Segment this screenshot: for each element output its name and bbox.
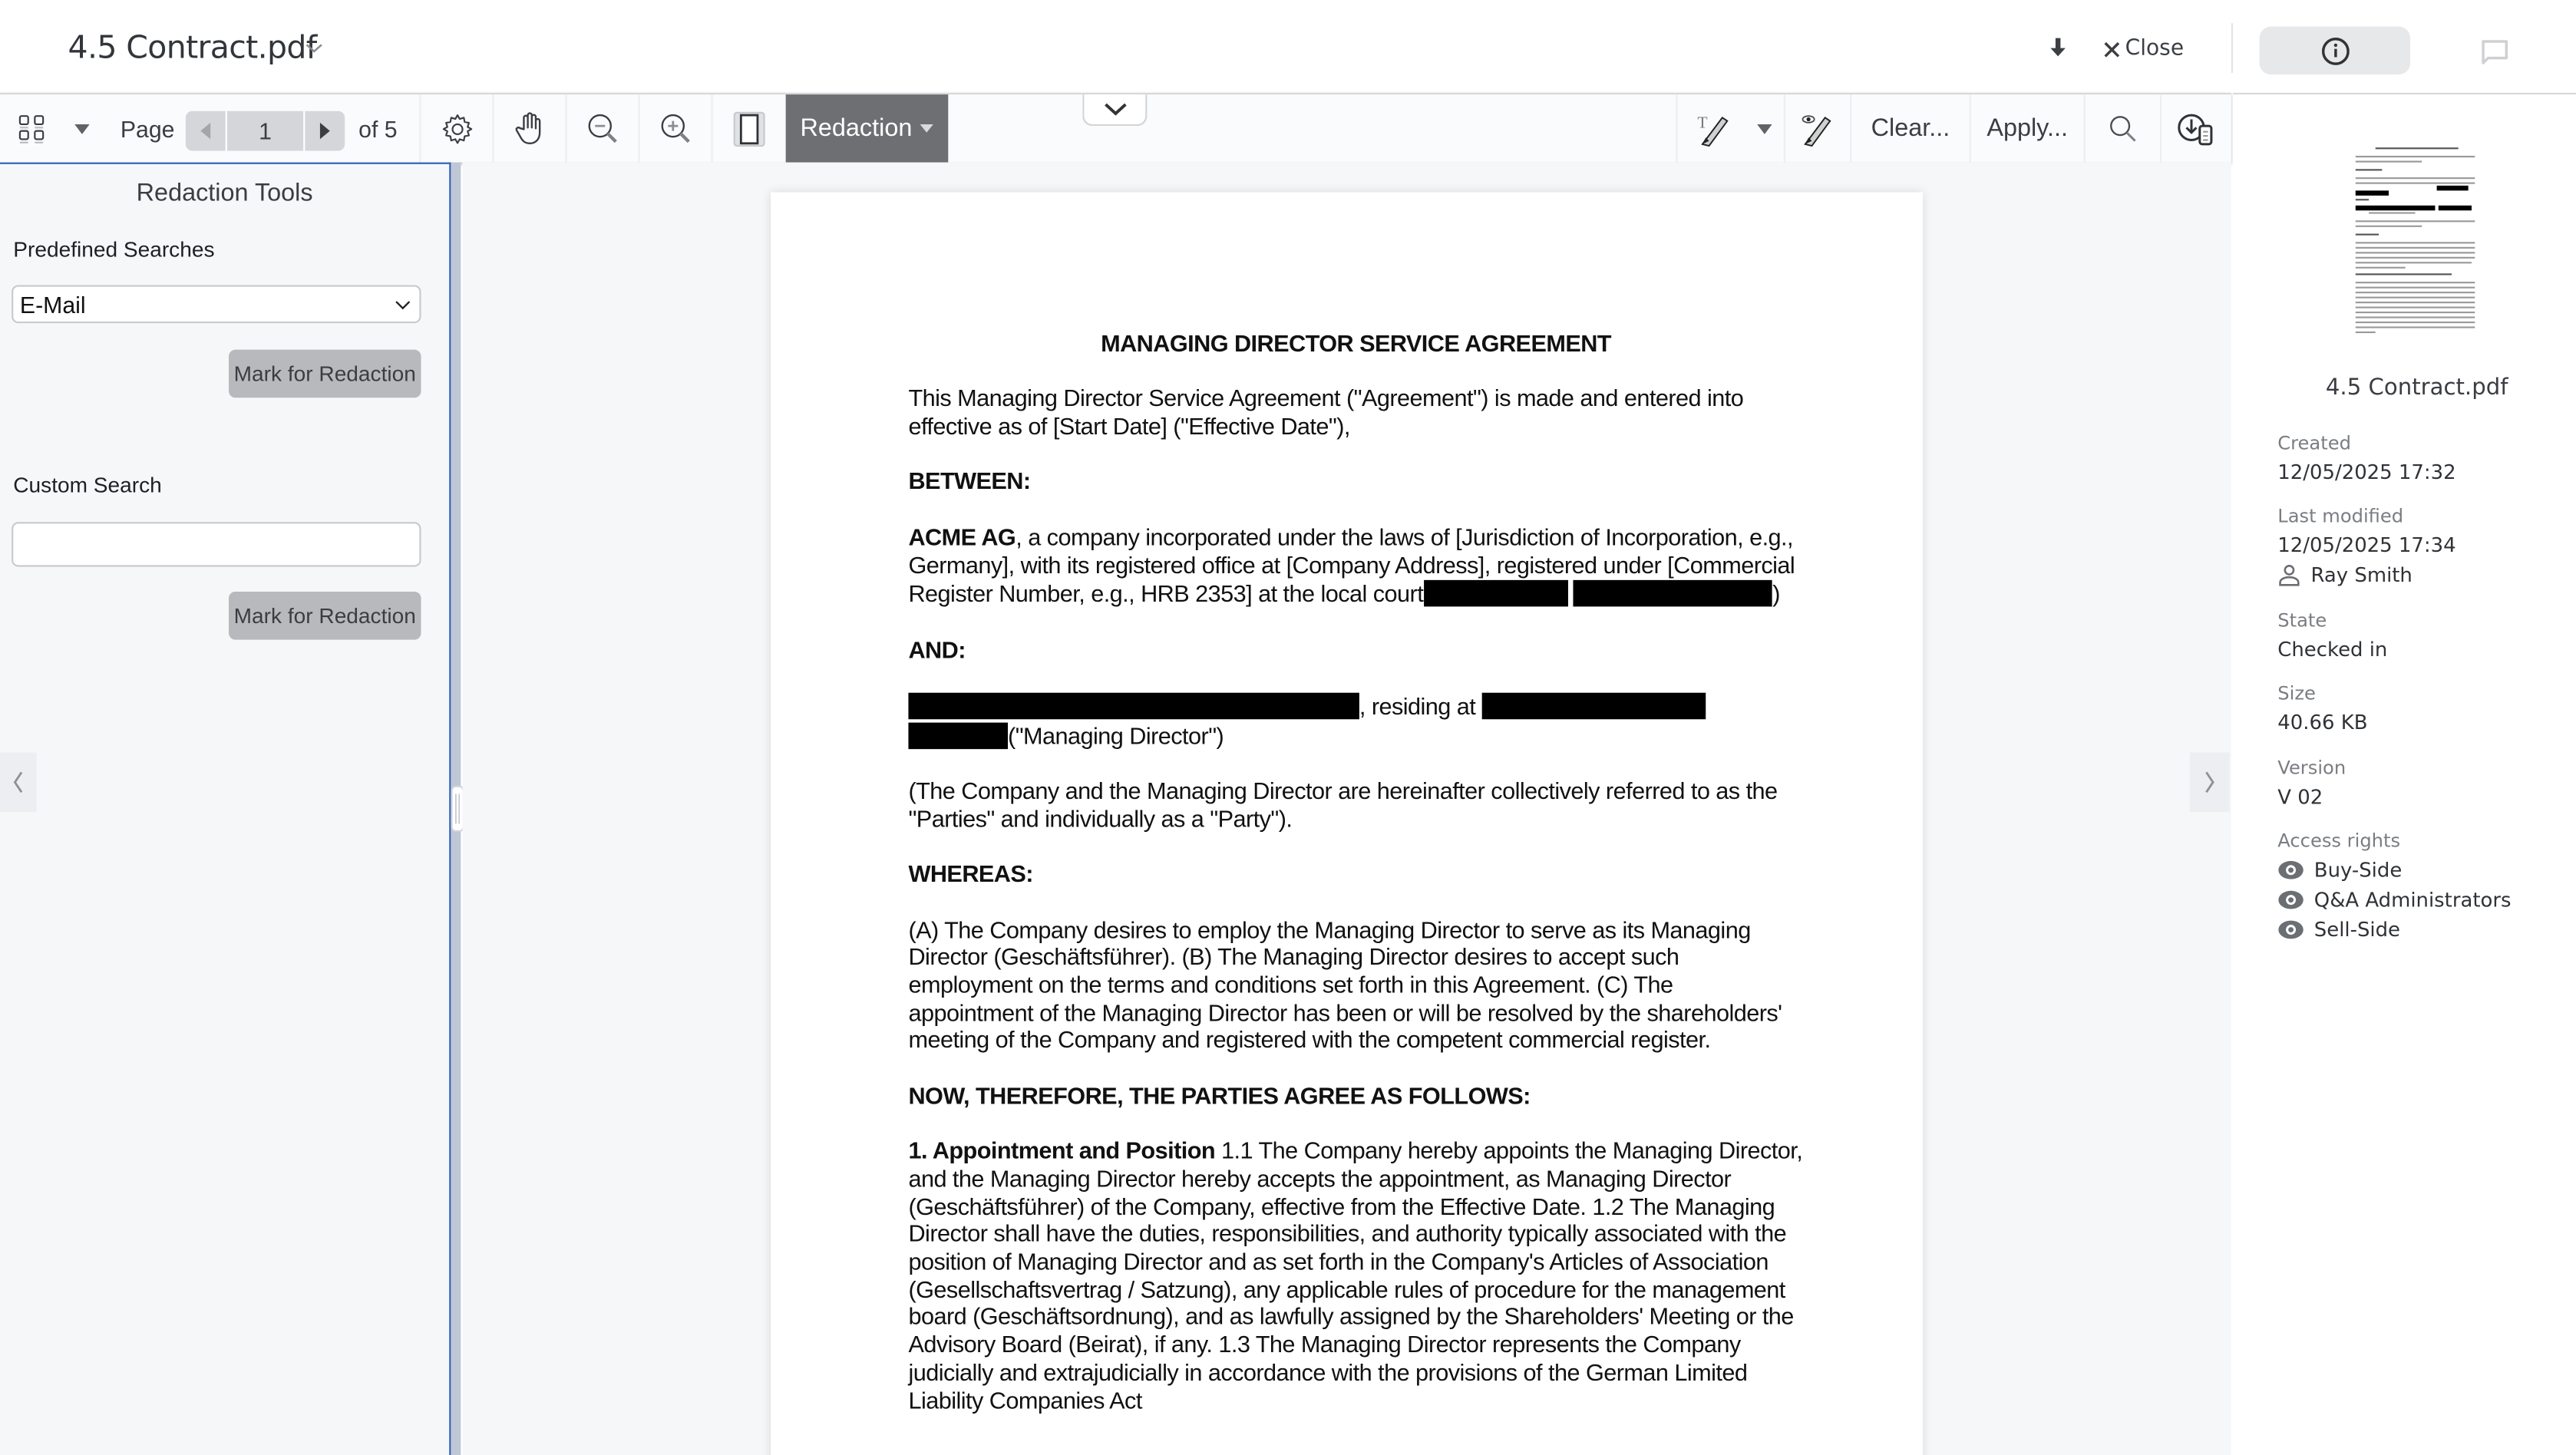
download-device-icon <box>2177 111 2217 147</box>
page-total: of 5 <box>358 115 398 142</box>
search-icon <box>2108 114 2138 144</box>
gear-icon <box>440 112 473 145</box>
mode-label: Redaction <box>800 114 913 143</box>
text-redaction-dropdown[interactable] <box>1747 94 1780 163</box>
details-file-name: 4.5 Contract.pdf <box>2325 374 2508 401</box>
redaction-box[interactable] <box>908 722 1008 749</box>
panel-title: Redaction Tools <box>136 179 313 207</box>
version-value: V 02 <box>2277 785 2323 809</box>
parties-definition: (The Company and the Managing Director are hereinafter collectively referred to as the "Parties" and individually as a "Party"). <box>908 779 1778 833</box>
eye-icon <box>2277 860 2304 880</box>
info-icon <box>2320 35 2350 65</box>
info-tab-button[interactable] <box>2260 27 2411 75</box>
thumbnails-dropdown[interactable] <box>66 94 96 163</box>
redaction-box[interactable] <box>1574 580 1772 607</box>
grip-icon <box>453 787 463 830</box>
area-redaction-tool[interactable] <box>1785 94 1848 163</box>
and-heading: AND: <box>908 637 966 665</box>
redaction-box[interactable] <box>908 693 1359 720</box>
chevron-down-icon <box>1103 103 1126 116</box>
created-value: 12/05/2025 17:32 <box>2277 460 2456 484</box>
single-page-icon <box>732 111 765 147</box>
custom-search-input[interactable] <box>12 522 421 566</box>
download-icon <box>2049 37 2067 58</box>
toolbar-divider <box>1676 94 1677 163</box>
close-button[interactable] <box>2104 37 2185 61</box>
party2-paragraph: , residing at ("Managing Director") <box>908 693 1803 751</box>
settings-button[interactable] <box>421 94 493 163</box>
text-redact-icon <box>1696 111 1732 147</box>
download-options-button[interactable] <box>2162 94 2231 163</box>
document-title[interactable]: 4.5 Contract.pdf <box>68 29 317 67</box>
header-divider <box>2231 23 2233 73</box>
caret-down-icon <box>920 124 933 133</box>
predefined-search-select[interactable] <box>12 285 421 323</box>
section1-title: 1. Appointment and Position <box>908 1139 1216 1166</box>
hand-icon <box>513 111 546 146</box>
title-chevron-down-icon[interactable] <box>305 37 323 60</box>
mode-redaction-dropdown[interactable] <box>786 94 949 163</box>
zoom-in-icon <box>659 112 692 145</box>
area-redact-icon <box>1798 111 1835 147</box>
version-label: Version <box>2277 757 2346 780</box>
eye-icon <box>2277 920 2304 940</box>
party1-paragraph: ACME AG, a company incorporated under the laws of [Jurisdiction of Incorporation, e.g., Germany], with its registered office at [Company Address], registered under [Commercial Register Number, e.g., HRB 2353] at the local court ) <box>908 525 1795 609</box>
document-heading: MANAGING DIRECTOR SERVICE AGREEMENT <box>1101 331 1611 358</box>
next-document-button[interactable] <box>2190 752 2230 812</box>
modified-by-name: Ray Smith <box>2310 563 2413 587</box>
whereas-heading: WHEREAS: <box>908 862 1033 889</box>
state-label: State <box>2277 609 2327 632</box>
next-page-button[interactable] <box>305 111 345 151</box>
modified-label: Last modified <box>2277 505 2404 527</box>
thumbnails-button[interactable] <box>10 94 53 163</box>
select-value: E-Mail <box>19 291 86 318</box>
chat-icon <box>2480 38 2510 66</box>
zoom-in-button[interactable] <box>640 94 712 163</box>
triangle-right-icon <box>320 123 330 140</box>
zoom-out-button[interactable] <box>567 94 639 163</box>
intro-paragraph: This Managing Director Service Agreement ("Agreement") is made and entered into effective as of [Start Date] ("Effective Date"), <box>908 387 1744 441</box>
close-icon <box>2104 41 2121 58</box>
user-icon <box>2277 563 2300 586</box>
page-label: Page <box>120 115 175 142</box>
size-label: Size <box>2277 682 2316 704</box>
created-label: Created <box>2277 432 2351 454</box>
collapse-toolbar-button[interactable] <box>1082 94 1147 126</box>
access-rights-label: Access rights <box>2277 830 2401 853</box>
access-item: Buy-Side <box>2277 859 2402 882</box>
modified-value: 12/05/2025 17:34 <box>2277 533 2456 557</box>
custom-search-label: Custom Search <box>13 472 162 497</box>
previous-document-button[interactable] <box>0 752 37 812</box>
now-therefore-heading: NOW, THEREFORE, THE PARTIES AGREE AS FOLLOWS: <box>908 1084 1531 1110</box>
caret-down-icon <box>74 124 88 134</box>
redaction-box[interactable] <box>1481 693 1706 720</box>
download-button[interactable] <box>2049 37 2067 64</box>
close-label: Close <box>2125 36 2185 61</box>
party1-name: ACME AG <box>908 525 1016 552</box>
mark-for-redaction-predefined-button[interactable]: Mark for Redaction <box>229 350 421 398</box>
page-navigator <box>186 111 345 151</box>
pan-tool-button[interactable] <box>494 94 566 163</box>
triangle-left-icon <box>200 123 210 140</box>
page-number-input[interactable]: 1 <box>226 111 305 151</box>
redaction-box[interactable] <box>1423 580 1567 607</box>
grid-icon <box>18 114 45 144</box>
pdf-page <box>771 193 1923 1455</box>
access-item: Q&A Administrators <box>2277 889 2511 912</box>
eye-icon <box>2277 890 2304 910</box>
document-text <box>908 332 1803 1443</box>
caret-down-icon <box>1756 124 1771 134</box>
section1-paragraph: 1. Appointment and Position 1.1 The Company hereby appoints the Managing Director, and the Managing Director hereby accepts the appointment, as Managing Director (Geschäftsführer) of the Company, effective from the Effective Date. 1.2 The Managing Director shall have the duties, responsibilities, and authority typically associated with the position of Managing Director and as set forth in the Company's Articles of Association (Gesellschaftsvertrag / Satzung), any applicable rules of procedure for the management board (Geschäftsordnung), and as lawfully assigned by the Shareholders' Meeting or the Advisory Board (Beirat), if any. 1.3 The Managing Director represents the Company judicially and extrajudicially in accordance with the provisions of the German Limited Liability Companies Act <box>908 1139 1803 1415</box>
clear-button[interactable]: Clear... <box>1871 114 1950 143</box>
between-heading: BETWEEN: <box>908 470 1031 497</box>
search-button[interactable] <box>2086 94 2160 163</box>
chevron-left-icon <box>12 770 25 793</box>
document-thumbnail[interactable] <box>2352 143 2481 338</box>
predefined-searches-label: Predefined Searches <box>13 236 215 262</box>
comments-tab-button[interactable] <box>2476 33 2513 70</box>
svg-text:T: T <box>1697 112 1708 131</box>
prev-page-button[interactable] <box>186 111 226 151</box>
size-value: 40.66 KB <box>2277 711 2368 734</box>
page-layout-button[interactable] <box>713 94 784 163</box>
state-value: Checked in <box>2277 638 2388 662</box>
whereas-paragraph: (A) The Company desires to employ the Managing Director to serve as its Managing Director (Geschäftsführer). (B) The Managing Director desires to accept such employment on the terms and conditions set forth in this Agreement. (C) The appointment of the Managing Director has been or will be resolved by the shareholders' meeting of the Company and registered with the competent commercial register. <box>908 917 1782 1055</box>
chevron-right-icon <box>2203 770 2216 793</box>
apply-button[interactable]: Apply... <box>1986 114 2068 143</box>
mark-for-redaction-custom-button[interactable]: Mark for Redaction <box>229 592 421 640</box>
chevron-down-icon <box>393 292 413 315</box>
access-item: Sell-Side <box>2277 918 2400 941</box>
text-redaction-tool[interactable] <box>1681 94 1747 163</box>
party1-text: , a company incorporated under the laws of [Jurisdiction of Incorporation, e.g., Germany], with its registered office at [Company Address], registered under [Commercial Register Number, e.g., HRB 2353] at the local court <box>908 525 1795 609</box>
modified-by <box>2277 563 2413 586</box>
zoom-out-icon <box>586 112 619 145</box>
